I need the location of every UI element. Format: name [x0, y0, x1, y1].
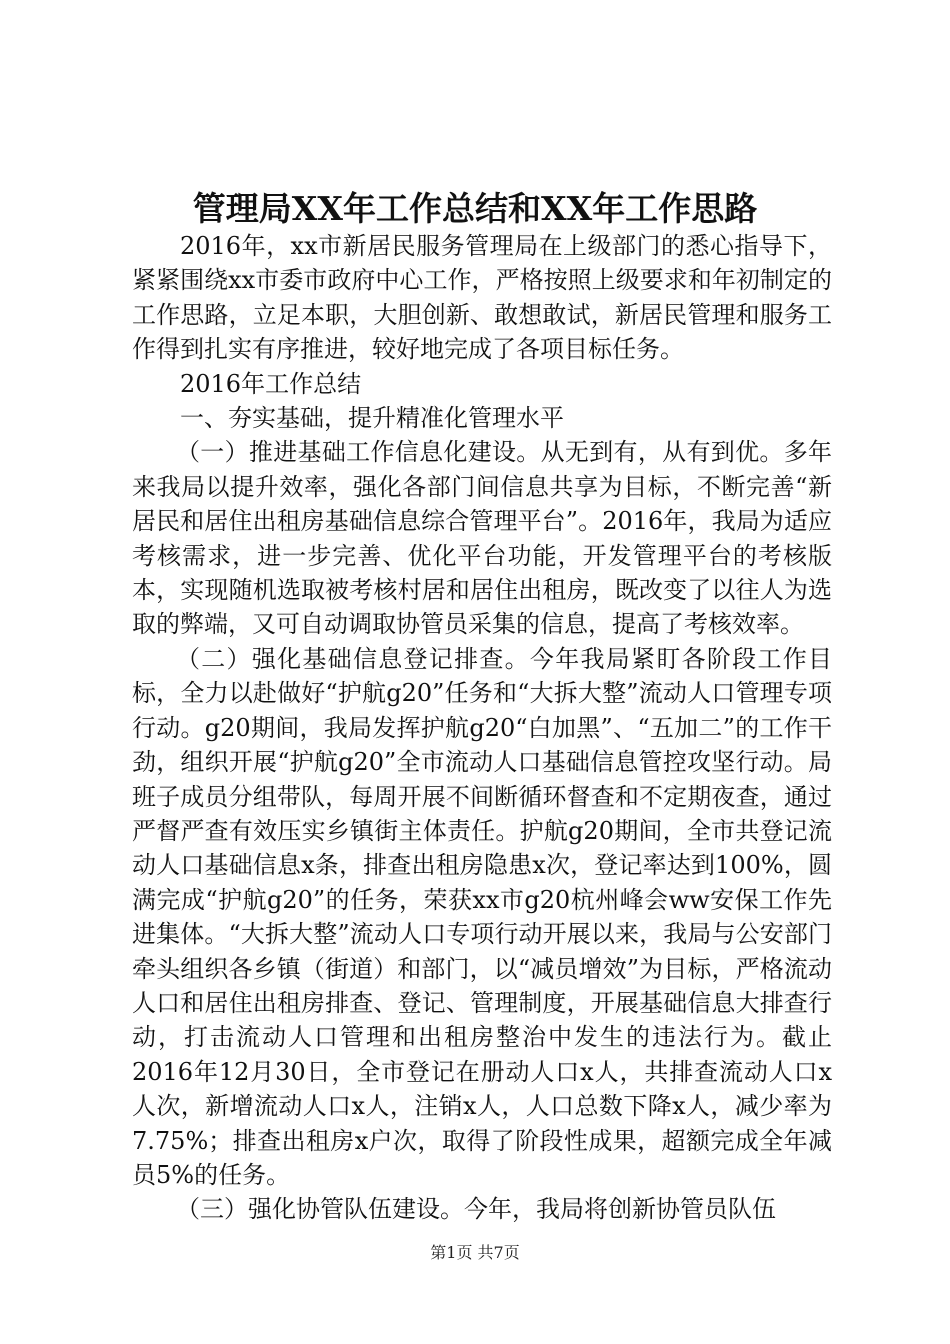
section-heading-1: 一、夯实基础，提升精准化管理水平	[180, 404, 564, 433]
paragraph-item-3: （三）强化协管队伍建设。今年，我局将创新协管员队伍	[176, 1195, 776, 1224]
section-heading-summary: 2016年工作总结	[180, 369, 362, 398]
paragraph-item-1: （一）推进基础工作信息化建设。从无到有，从有到优。多年来我局以提升效率，强化各部门间信息共享为目标，不断完善“新居民和居住出租房基础信息综合管理平台”。2016年，我局为适应考核需求，进一步完善、优化平台功能，开发管理平台的考核版本，实现随机选取被考核村居和居住出租房，既改变了以往人为选取的弊端，又可自动调取协管员采集的信息，提高了考核效率。	[132, 438, 832, 639]
paragraph-item-2: （二）强化基础信息登记排查。今年我局紧盯各阶段工作目标，全力以赴做好“护航g20”任务和“大拆大整”流动人口管理专项行动。g20期间，我局发挥护航g20“白加黑”、“五加二”的工作干劲，组织开展“护航g20”全市流动人口基础信息管控攻坚行动。局班子成员分组带队，每周开展不间断循环督查和不定期夜查，通过严督严查有效压实乡镇街主体责任。护航g20期间，全市共登记流动人口基础信息x条，排查出租房隐患x次，登记率达到100%，圆满完成“护航g20”的任务，荣获xx市g20杭州峰会ww安保工作先进集体。“大拆大整”流动人口专项行动开展以来，我局与公安部门牵头组织各乡镇（街道）和部门，以“减员增效”为目标，严格流动人口和居住出租房排查、登记、管理制度，开展基础信息大排查行动，打击流动人口管理和出租房整治中发生的违法行为。截止2016年12月30日，全市登记在册动人口x人，共排查流动人口x人次，新增流动人口x人，注销x人，人口总数下降x人，减少率为7.75%；排查出租房x户次，取得了阶段性成果，超额完成全年减员5%的任务。	[132, 644, 832, 1189]
document-title: 管理局XX年工作总结和XX年工作思路	[192, 189, 758, 228]
intro-paragraph: 2016年，xx市新居民服务管理局在上级部门的悉心指导下，紧紧围绕xx市委市政府中心工作，严格按照上级要求和年初制定的工作思路，立足本职，大胆创新、敢想敢试，新居民管理和服务工作得到扎实有序推进，较好地完成了各项目标任务。	[132, 232, 832, 364]
document-body	[132, 229, 832, 1227]
page-footer: 第1页 共7页	[430, 1243, 520, 1262]
